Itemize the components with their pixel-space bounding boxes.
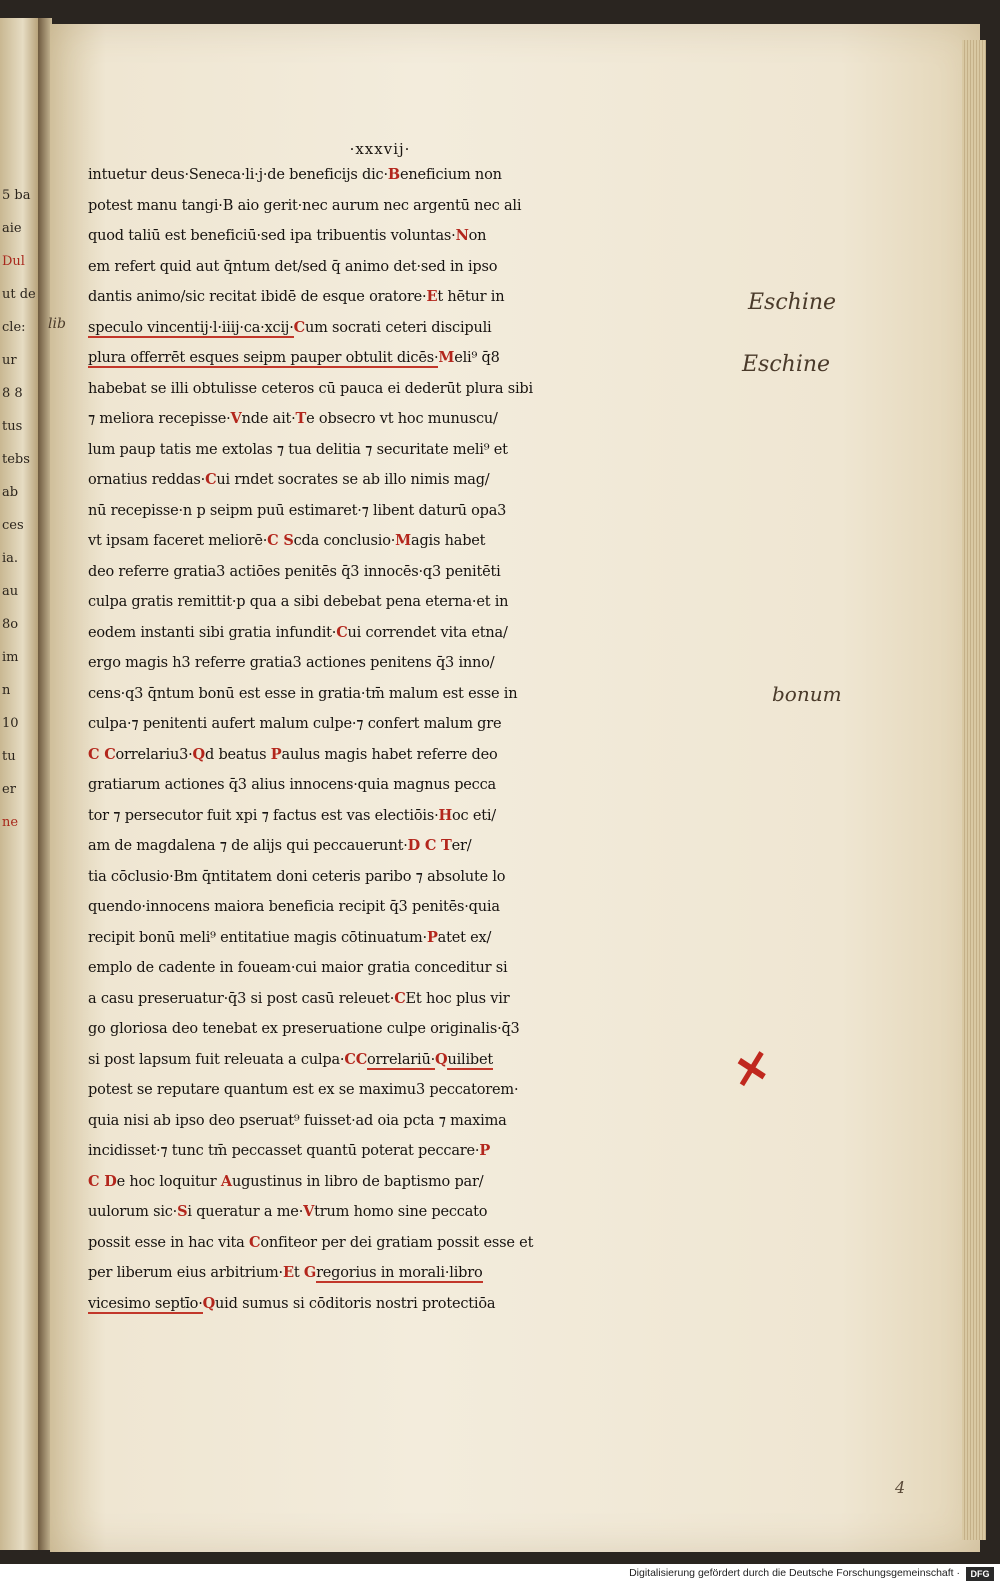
text-line [88,557,738,588]
text-segment: uid sumus si cōditoris nostri protectiōa [215,1295,496,1312]
text-segment: trum homo sine peccato [314,1204,488,1220]
text-line [88,984,738,1015]
rubricated-initial: B [387,166,400,183]
text-segment: agis habet [411,533,486,549]
text-line [88,679,738,710]
text-line [88,435,738,466]
left-page-edge [0,18,38,1550]
text-segment: uulorum sic· [88,1204,178,1220]
text-segment: nde ait· [241,411,296,427]
text-segment: tia cōclusio·Bm q̄ntitatem doni ceteris paribo ⁊ absolute lo [88,868,506,885]
rubricated-initial: N [455,227,469,244]
rubricated-initial: H [438,806,452,824]
text-line [88,191,738,222]
text-segment: ui rndet socrates se ab illo nimis mag/ [216,472,490,488]
text-segment: d beatus [204,746,271,763]
text-segment: cens·q3 q̄ntum bonū est esse in gratia·tm̄ malum est esse in [88,685,518,702]
text-segment: emplo de cadente in foueam·cui maior gratia conceditur si [88,960,508,976]
text-line [88,1045,738,1076]
rubricated-initial: P [479,1142,491,1159]
text-line [88,801,738,832]
text-segment: onfiteor per dei gratiam possit esse et [260,1234,534,1251]
rubricated-initial: C S [267,532,294,549]
left-page-fragment: 5 ba [2,188,31,203]
text-segment: potest se reputare quantum est ex se maximu3 peccatorem· [88,1082,519,1098]
page-number: 4 [895,1478,906,1497]
text-line [88,618,738,649]
left-page-fragment: ces [2,518,24,533]
text-segment: ⁊ meliora recepisse· [88,411,231,427]
text-line [88,160,738,191]
text-segment: culpa gratis remittit·p qua a sibi debebat pena eterna·et in [88,594,509,610]
text-line [88,1258,738,1289]
rubricated-initial: C [394,989,406,1007]
left-page-fragment: au [2,584,19,599]
left-page-fragment: tebs [2,452,30,467]
text-segment: t hētur in [437,289,505,305]
rubricated-initial: T [295,410,307,427]
text-segment: tor ⁊ persecutor fuit xpi ⁊ factus est vas electiōis· [88,807,439,824]
text-segment: vt ipsam faceret meliorē· [88,533,268,549]
text-line [88,282,738,313]
text-line [88,465,738,496]
rubricated-initial: C C [88,745,116,763]
text-segment: quia nisi ab ipso deo pseruat⁹ fuisset·ad oia pcta ⁊ maxima [88,1112,507,1129]
rubricated-initial: C [336,623,348,641]
left-page-fragment: aie [2,221,22,236]
text-line [88,831,738,862]
rubricated-initial: C [249,1233,261,1251]
text-segment: nū recepisse·n p seipm puū estimaret·⁊ libent daturū opa3 [88,502,507,519]
text-segment: orrelariu3· [115,746,193,763]
rubricated-initial: M [395,532,412,549]
rubricated-initial: E [426,288,438,305]
text-line [88,587,738,618]
rubricated-initial: A [220,1172,232,1190]
text-segment: vicesimo septīo· [88,1295,203,1312]
text-segment: ornatius reddas· [88,472,206,488]
text-segment: si post lapsum fuit releuata a culpa· [88,1051,345,1068]
margin-note-bonum: bonum [772,682,842,706]
text-segment: atet ex/ [437,929,492,946]
incunable-text-block [88,160,738,1319]
text-segment: quendo·innocens maiora beneficia recipit q̄3 penitēs·quia [88,899,500,915]
text-line [88,1106,738,1137]
text-segment: possit esse in hac vita [88,1234,250,1251]
text-segment: eodem instanti sibi gratia infundit· [88,624,337,641]
rubricated-initial: P [426,928,438,946]
rubricated-initial: D C T [407,837,452,854]
left-page-fragment: tu [2,749,16,764]
text-line [88,252,738,283]
text-segment: ergo magis h3 referre gratia3 actiones penitens q̄3 inno/ [88,655,495,671]
margin-note-left: lib [48,316,66,332]
text-segment: aulus magis habet referre deo [281,746,498,763]
text-segment: ui correndet vita etna/ [347,624,508,641]
rubricated-initial: C D [88,1172,117,1190]
text-line [88,1136,738,1167]
rubricated-initial: C [205,471,217,488]
text-line [88,770,738,801]
text-segment: potest manu tangi·B aio gerit·nec aurum nec argentū nec ali [88,197,522,214]
rubricated-initial: C [293,318,305,336]
rubricated-initial: G [303,1264,317,1281]
text-segment: incidisset·⁊ tunc tm̄ peccasset quantū poterat peccare· [88,1143,480,1159]
text-segment: um socrati ceteri discipuli [304,319,492,336]
text-line [88,526,738,557]
rubricated-initial: M [438,349,455,366]
text-line [88,374,738,405]
text-line [88,1197,738,1228]
text-segment: uilibet [447,1051,493,1068]
left-page-fragment: 8o [2,617,19,632]
text-line [88,313,738,344]
text-segment: ugustinus in libro de baptismo par/ [231,1173,484,1190]
text-line [88,892,738,923]
rubricated-initial: Q [192,745,205,763]
text-line [88,1167,738,1198]
rubricated-initial: E [282,1264,294,1281]
text-line [88,862,738,893]
left-page-fragment: Dul [2,254,25,269]
rubricated-initial: P [270,745,282,763]
left-page-fragment: ur [2,353,17,368]
text-segment: intuetur deus·Seneca·li·j·de beneficijs dic· [88,167,388,183]
rubricated-initial: V [230,410,242,427]
text-line [88,496,738,527]
rubricated-initial: S [177,1203,188,1220]
left-page-fragment: er [2,782,16,797]
text-segment: habebat se illi obtulisse ceteros cū pauca ei dederūt plura sibi [88,380,533,397]
left-page-fragment: im [2,650,19,665]
text-line [88,343,738,374]
text-line [88,923,738,954]
margin-note-eschine-2: Eschine [742,352,831,377]
text-line [88,1228,738,1259]
text-segment: i queratur a me· [187,1204,304,1220]
left-page-fragment: tus [2,419,23,434]
rubricated-initial: C [355,1050,368,1068]
text-segment: eli⁹ q̄8 [454,350,500,366]
left-page-fragment: 10 [2,716,19,731]
text-segment: go gloriosa deo tenebat ex preseruatione culpe originalis·q̄3 [88,1021,520,1037]
text-segment: t [293,1265,304,1281]
dfg-logo: DFG [966,1567,994,1581]
left-page-fragment: ut de [2,287,36,302]
rubricated-initial: C [344,1050,356,1068]
text-line [88,648,738,679]
text-segment: plura offerrēt esques seipm pauper obtulit dicēs· [88,350,439,366]
text-segment: speculo vincentij·l·iiij·ca·xcij· [88,319,294,336]
folio-number: ·xxxvij· [349,140,411,158]
text-segment: regorius in morali·libro [316,1265,483,1281]
text-line [88,709,738,740]
text-line [88,1014,738,1045]
left-page-fragment: cle: [2,320,26,335]
footer-bar [0,1564,1000,1584]
page-edges [962,40,986,1540]
text-segment: gratiarum actiones q̄3 alius innocens·quia magnus pecca [88,777,496,793]
red-marginal-flourish: ✕ [722,1041,775,1102]
text-line [88,1289,738,1320]
text-segment: eneficium non [399,167,502,183]
text-segment: lum paup tatis me extolas ⁊ tua delitia ⁊ securitate meli⁹ et [88,441,508,458]
text-segment: on [468,228,487,244]
left-page-fragment: ia. [2,551,19,566]
text-segment: Et hoc plus vir [405,990,510,1007]
left-page-fragment: n [2,683,11,698]
text-line [88,221,738,252]
left-page-fragment: ab [2,485,19,500]
text-line [88,953,738,984]
text-segment: recipit bonū meli⁹ entitatiue magis cōtinuatum· [88,929,427,946]
text-segment: cda conclusio· [293,533,396,549]
text-segment: per liberum eius arbitrium· [88,1265,283,1281]
text-line [88,1075,738,1106]
text-segment: a casu preseruatur·q̄3 si post casū releuet· [88,990,395,1007]
text-line [88,740,738,771]
text-segment: deo referre gratia3 actiōes penitēs q̄3 innocēs·q3 penitēti [88,563,501,580]
text-segment: dantis animo/sic recitat ibidē de esque oratore· [88,289,427,305]
text-segment: e hoc loquitur [116,1173,221,1190]
rubricated-initial: Q [435,1050,448,1068]
rubricated-initial: V [303,1203,315,1220]
left-page-fragment: ne [2,815,19,830]
text-segment: er/ [451,838,472,854]
margin-note-eschine-1: Eschine [748,290,837,315]
rubricated-initial: Q [202,1294,216,1312]
text-line [88,404,738,435]
left-page-fragment: 8 8 [2,386,23,401]
dfg-credit: Digitalisierung gefördert durch die Deutsche Forschungsgemeinschaft · [629,1567,960,1579]
text-segment: e obsecro vt hoc munuscu/ [306,411,498,427]
text-segment: oc eti/ [451,807,496,824]
text-segment: quod taliū est beneficiū·sed ipa tribuentis voluntas· [88,228,456,244]
text-segment: em refert quid aut q̄ntum det/sed q̄ animo det·sed in ipso [88,258,498,275]
text-segment: culpa·⁊ penitenti aufert malum culpe·⁊ confert malum gre [88,716,502,732]
text-segment: am de magdalena ⁊ de alijs qui peccauerunt· [88,838,408,854]
text-segment: orrelariū· [367,1051,436,1068]
